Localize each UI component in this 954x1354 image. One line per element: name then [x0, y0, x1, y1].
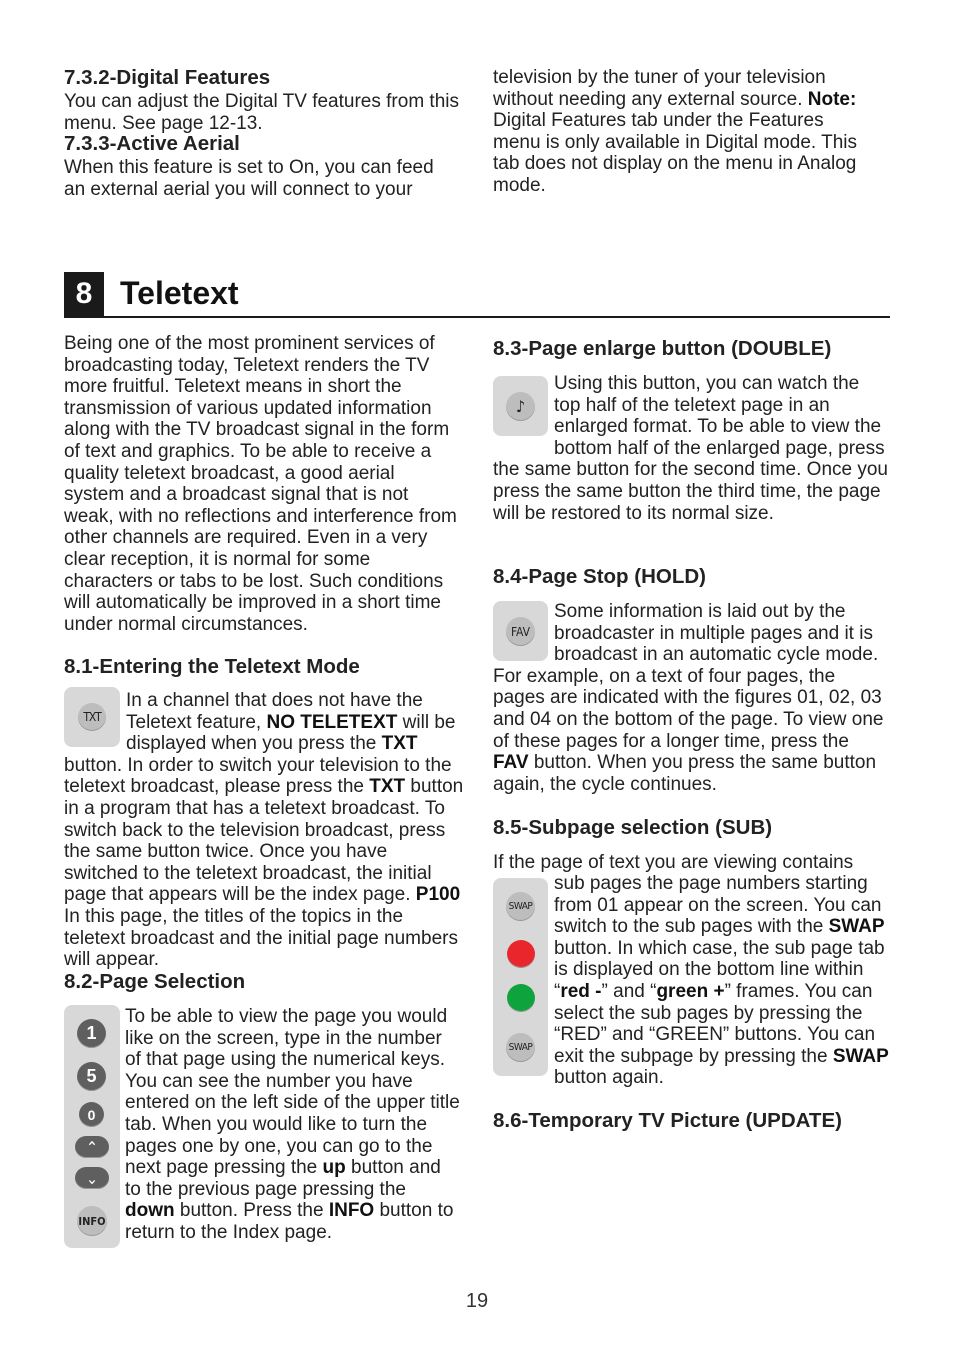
- green-button-icon: [507, 984, 535, 1012]
- txt-button-icon: TXT: [78, 703, 106, 731]
- info-button-icon: INFO: [77, 1206, 107, 1236]
- digital-features-text: You can adjust the Digital TV features from this menu. See page 12-13.: [64, 91, 459, 134]
- subpage-selection-text: sub pages the page numbers starting from 01 appear on the screen. You can switch to the sub pages with the SWAP button. In which case, the sub page tab is displayed on the bottom line within “red -” and “green +” frames. You can select the sub pages by pressing the “RED” and “GREEN” buttons. You can exit the subpage by pressing the SWAP button again.: [554, 873, 889, 1089]
- page-number: 19: [465, 1290, 489, 1312]
- number-0-icon: 0: [79, 1102, 104, 1127]
- active-aerial-text: When this feature is set to On, you can feed an external aerial you will connect to your: [64, 157, 434, 200]
- remote-numeric-panel: [64, 1005, 120, 1248]
- teletext-intro: Being one of the most prominent services of broadcasting today, Teletext renders the TV more fruitful. Teletext means in short the transmission of various updated information along with the TV broadcast signal in the form of text and graphics. To be able to receive a quality teletext broadcast, a good aerial system and a broadcast signal that is not weak, with no reflections and interference from other channels are required. Even in a very clear reception, it is normal for some characters or tabs to be lost. Such conditions will automatically be improved in a short time under normal circumstances.: [64, 333, 457, 635]
- float-spacer: [493, 601, 554, 665]
- number-1-icon: 1: [77, 1019, 106, 1048]
- page-selection-text: To be able to view the page you would like on the screen, type in the number of that page using the numerical keys. You can see the number you have entered on the left side of the upper title tab. When you would like to turn the pages one by one, you can go to the next page pressing the up button and to the previous page pressing the down button. Press the INFO button to return to the Index page.: [125, 1006, 460, 1243]
- aerial-continued: television by the tuner of your television without needing any external source.: [493, 67, 826, 110]
- red-button-icon: [507, 940, 535, 968]
- heading-digital-features: 7.3.2-Digital Features: [64, 66, 271, 89]
- down-arrow-icon: ⌄: [75, 1167, 109, 1189]
- remote-sub-panel: [493, 878, 548, 1076]
- swap-button-icon-2: SWAP: [506, 1033, 535, 1062]
- float-spacer: [493, 373, 554, 459]
- chapter-title: Teletext: [120, 275, 239, 311]
- double-button-icon: ♪: [506, 392, 535, 421]
- swap-button-icon: SWAP: [506, 892, 535, 921]
- up-arrow-icon: ⌃: [75, 1136, 109, 1158]
- fav-button-icon: FAV: [506, 617, 535, 646]
- page-stop-text: Some information is laid out by the broadcaster in multiple pages and it is broadcast in an automatic cycle mode. For example, on a text of four pages, the pages are indicated with the figures 01, 02, 03 and 04 on the bottom of the page. To view one of these pages for a longer time, press the FAV button. When you press the same button again, the cycle continues.: [493, 601, 884, 795]
- subpage-intro-line: If the page of text you are viewing contains: [493, 852, 854, 873]
- note-text: Digital Features tab under the Features menu is only available in Digital mode. This tab does not display on the menu in Analog mode.: [493, 110, 857, 196]
- page-enlarge-text: Using this button, you can watch the top half of the teletext page in an enlarged format. To be able to view the bottom half of the enlarged page, press the same button for the second time. Once you press the same button the third time, the page will be restored to its normal size.: [493, 373, 889, 524]
- heading-subpage-selection: 8.5-Subpage selection (SUB): [493, 816, 773, 839]
- chapter-divider: [64, 316, 890, 318]
- note-label: Note:: [807, 88, 857, 110]
- heading-temporary-tv-picture: 8.6-Temporary TV Picture (UPDATE): [493, 1109, 842, 1132]
- active-aerial-continued-text: [493, 67, 873, 197]
- float-spacer: [64, 690, 126, 754]
- chapter-number: 8: [64, 272, 104, 316]
- heading-page-selection: 8.2-Page Selection: [64, 970, 246, 993]
- entering-teletext-text: In a channel that does not have the Teletext feature, NO TELETEXT will be displayed when you press the TXT button. In order to switch your television to the teletext broadcast, please press the TXT button in a program that has a teletext broadcast. To switch back to the television broadcast, press the same button twice. Once you have switched to the teletext broadcast, the initial page that appears will be the index page. P100 In this page, the titles of the topics in the teletext broadcast and the initial page numbers will appear.: [64, 690, 464, 971]
- heading-page-enlarge: 8.3-Page enlarge button (DOUBLE): [493, 337, 832, 360]
- heading-page-stop: 8.4-Page Stop (HOLD): [493, 565, 706, 588]
- heading-active-aerial: 7.3.3-Active Aerial: [64, 132, 240, 155]
- heading-entering-teletext: 8.1-Entering the Teletext Mode: [64, 655, 360, 678]
- number-5-icon: 5: [77, 1062, 106, 1091]
